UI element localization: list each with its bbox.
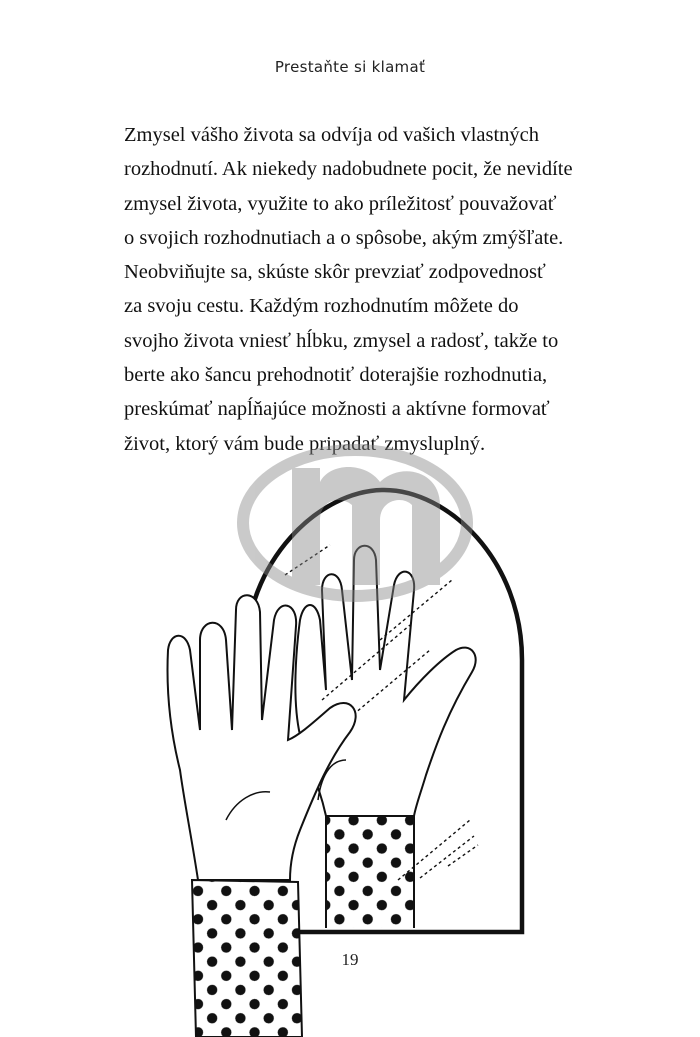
body-line: za svoju cestu. Každým rozhodnutím môžete do — [124, 295, 519, 318]
body-line: Zmysel vášho života sa odvíja od vašich vlastných — [124, 124, 540, 146]
body-line: svojho života vniesť hĺbku, zmysel a radosť, takže to — [124, 329, 559, 352]
page-number: 19 — [341, 950, 359, 969]
body-line: preskúmať napĺňajúce možnosti a aktívne formovať — [124, 398, 550, 421]
running-head: Prestaňte si klamať — [274, 58, 426, 76]
body-line: berte ako šancu prehodnotiť doterajšie rozhodnutia, — [124, 364, 548, 387]
publisher-logo-watermark — [243, 450, 467, 596]
body-line: zmysel života, využite to ako príležitosť pouvažovať — [124, 192, 557, 215]
body-line: rozhodnutí. Ak niekedy nadobudnete pocit, že nevidíte — [124, 158, 573, 181]
body-line: o svojich rozhodnutiach a o spôsobe, akým zmýšľate. — [124, 226, 564, 249]
body-line: život, ktorý vám bude pripadať zmysluplný. — [124, 432, 486, 455]
body-line: Neobviňujte sa, skúste skôr prevziať zodpovednosť — [124, 261, 546, 284]
